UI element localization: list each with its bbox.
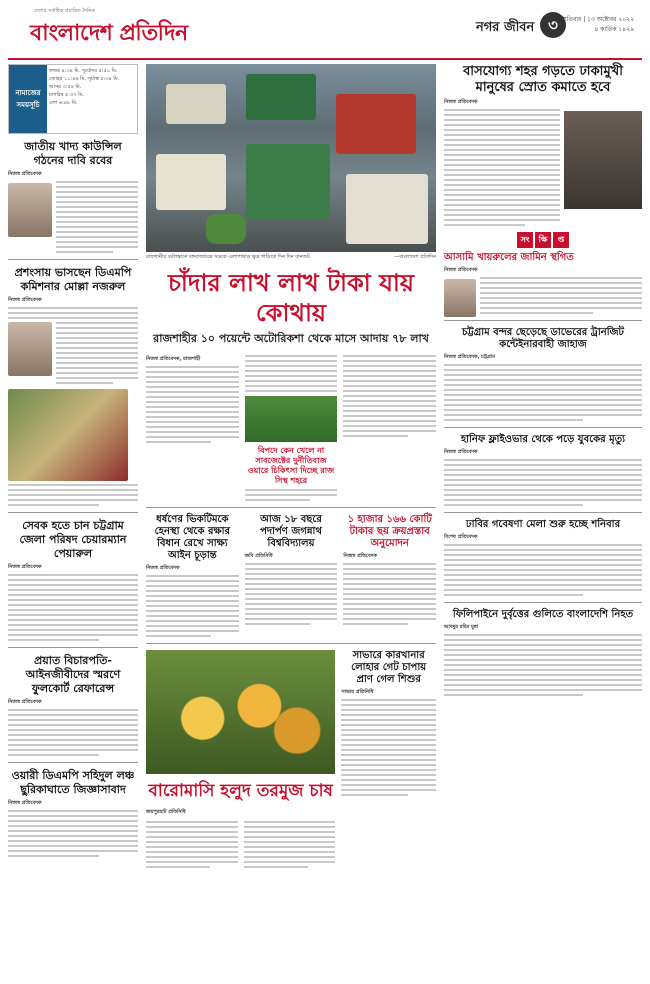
- event-photo: [8, 389, 128, 481]
- article-headline[interactable]: হানিফ ফ্লাইওভার থেকে পড়ে যুবকের মৃত্যু: [460, 434, 626, 445]
- article-byline: বিশেষ প্রতিবেদক: [444, 534, 478, 540]
- article-byline: জবি প্রতিনিধি: [244, 553, 273, 559]
- article-byline: নিজস্ব প্রতিবেদক: [8, 171, 42, 177]
- article-byline: নিজস্ব প্রতিবেদক: [8, 564, 42, 570]
- divider: [444, 320, 642, 321]
- bottom-center: [146, 650, 436, 868]
- photo-caption-text: রাজধানীর গুলিস্তানে বঙ্গবাজারের সড়কে এলাপাথাড় ক্ষুদ্র গাড়িতে দিন দিন যানজট: [146, 254, 310, 260]
- divider: [8, 647, 138, 648]
- divider: [146, 507, 436, 508]
- divider: [444, 602, 642, 603]
- article-headline[interactable]: ঢাবির গবেষণা মেলা শুরু হচ্ছে শনিবার: [465, 519, 621, 530]
- right-column: [444, 64, 642, 696]
- article-body: [444, 459, 642, 506]
- article[interactable]: [8, 769, 138, 857]
- portrait-photo: [8, 183, 52, 237]
- article-headline[interactable]: ধর্ষণের ভিকটিমকে হেনস্থা থেকে রক্ষার বিধান রেখে সাক্ষ্য আইন চূড়ান্ত: [154, 514, 230, 561]
- article-body: [8, 484, 138, 506]
- article-headline[interactable]: ওয়ারী ডিএমপি সহিদুল লঞ্চ ছুরিকাঘাতে জিজ্ঞাসাবাদ: [11, 769, 135, 796]
- briefs-banner: [444, 232, 642, 248]
- article-byline: নিজস্ব প্রতিবেদক, চট্টগ্রাম: [444, 354, 495, 360]
- article-body: [444, 634, 642, 696]
- article[interactable]: [8, 519, 138, 641]
- article-body: [480, 277, 642, 314]
- article-body: [8, 810, 138, 857]
- article-headline[interactable]: ফিলিপাইনে দুর্বৃত্তের গুলিতে বাংলাদেশি নিহত: [452, 609, 634, 620]
- article-body: [56, 322, 138, 384]
- article[interactable]: [341, 650, 436, 868]
- article-byline: নিজস্ব প্রতিবেদক: [444, 99, 478, 105]
- left-column: [8, 64, 138, 857]
- article-byline: আবদুর রহিম মুন্না: [444, 624, 479, 630]
- divider: [8, 259, 138, 260]
- article[interactable]: [8, 140, 138, 253]
- article[interactable]: [444, 519, 642, 596]
- article-byline: জয়পুরহাট প্রতিনিধি: [146, 809, 186, 815]
- article-byline: নিজস্ব প্রতিবেদক: [146, 565, 180, 571]
- photo-credit: —বাংলাদেশ প্রতিদিন: [394, 254, 436, 260]
- prayer-times-label: নামাজের সময়সূচি: [9, 65, 47, 133]
- article-byline: নিজস্ব প্রতিবেদক: [444, 267, 478, 273]
- traffic-photo: [146, 64, 436, 252]
- article-byline: সাভার প্রতিনিধি: [341, 689, 374, 695]
- lead-subhead: রাজশাহীর ১০ পয়েন্টে অটোরিকশা থেকে মাসে আদায় ৭৮ লাখ: [153, 332, 429, 345]
- article-byline: নিজস্ব প্রতিবেদক, রাজশাহী: [146, 356, 201, 362]
- article[interactable]: [444, 327, 642, 421]
- portrait-photo: [8, 322, 52, 376]
- center-column: [146, 64, 436, 868]
- speaker-photo: [564, 111, 642, 209]
- date-line: বৃহস্পতিবার | ১৩ অক্টোবর ২০২২: [553, 16, 634, 23]
- inset-quote: বিপদে কেন খেলে না সাবজেক্টের দুর্নীতিবাজ ওয়ারে চিকিৎসা দিচ্ছে রাজ সিস্থ শহরে: [247, 446, 335, 485]
- newspaper-logo[interactable]: বাংলাদেশ প্রতিদিন: [30, 20, 188, 46]
- autorickshaw-photo: [245, 396, 338, 442]
- prayer-time-row: মাগরিব ৫:৩৭ মি.: [49, 92, 84, 98]
- article-headline[interactable]: চট্টগ্রাম বন্দর ছেড়েছে ডাভেরের ট্রানজিট কন্টেইনারবাহী জাহাজ: [462, 327, 624, 350]
- article[interactable]: [444, 64, 642, 226]
- divider: [8, 512, 138, 513]
- masthead-tagline: দেশের সর্বাধিক প্রচারিত দৈনিক: [34, 8, 95, 14]
- article-headline[interactable]: আসামি খায়রুলের জামিন স্থগিত: [444, 252, 574, 263]
- prayer-time-row: আসর ৩:৫৪ মি.: [49, 84, 82, 90]
- page-number: ৩: [540, 12, 566, 38]
- lead-headline[interactable]: চাঁদার লাখ লাখ টাকা যায় কোথায়: [167, 268, 415, 327]
- article-body: [8, 709, 138, 756]
- prayer-time-row: ফজর ৪:৩৪ মি. সূর্যোদয় ৫:৫০ মি.: [49, 68, 118, 74]
- article[interactable]: [245, 514, 338, 637]
- brief-letter: সং: [517, 232, 533, 248]
- divider: [444, 427, 642, 428]
- article-body: [56, 181, 138, 253]
- date-hijri: ৪ কার্তিক ১৪২৯: [594, 26, 634, 33]
- prayer-times-list: [47, 65, 137, 133]
- article-body: [8, 574, 138, 641]
- article-headline[interactable]: প্রয়াত বিচারপতি-আইনজীবীদের স্মরণে ফুলকোর্ট রেফারেন্স: [25, 654, 121, 695]
- portrait-photo: [444, 279, 476, 317]
- article[interactable]: [8, 654, 138, 756]
- divider: [444, 512, 642, 513]
- yellow-watermelon-photo: [146, 650, 335, 774]
- article-headline[interactable]: আজ ১৮ বছরে পদার্পণ জগন্নাথ বিশ্ববিদ্যালয়: [260, 514, 322, 549]
- article-headline[interactable]: বারোমাসি হলুদ তরমুজ চাষ: [148, 781, 333, 801]
- brief-letter: প্ত: [553, 232, 569, 248]
- divider: [8, 762, 138, 763]
- masthead: [8, 6, 642, 60]
- article-headline[interactable]: সাভারে কারখানার লোহার গেট চাপায় প্রাণ গেল শিশুর: [351, 650, 427, 685]
- article-headline[interactable]: সেবক হতে চান চট্টগ্রাম জেলা পরিষদ চেয়ারম্যান পেয়ারুল: [19, 519, 127, 560]
- article[interactable]: [444, 609, 642, 696]
- prayer-time-row: জোহর ১১:৪৬ মি. সূর্যাস্ত ৫:৩৪ মি.: [49, 76, 120, 82]
- article-byline: নিজস্ব প্রতিবেদক: [8, 800, 42, 806]
- prayer-time-row: এশা ৬:৪৮ মি.: [49, 100, 78, 106]
- prayer-times-box: [8, 64, 138, 134]
- article-body: [444, 109, 560, 226]
- brief-letter: ক্ষি: [535, 232, 551, 248]
- secondary-stories: [146, 514, 436, 637]
- photo-caption: [146, 254, 436, 262]
- article-headline[interactable]: প্রশংসায় ভাসছেন ডিএমপি কমিশনার মোল্লা নজরুল: [14, 266, 132, 293]
- article-headline[interactable]: জাতীয় খাদ্য কাউন্সিল গঠনের দাবি রবের: [24, 140, 122, 167]
- article-headline[interactable]: ১ হাজার ১৬৬ কোটি টাকার ছয় ক্রয়প্রস্তাব অনুমোদন: [347, 514, 432, 549]
- lead-body: [146, 353, 436, 501]
- article[interactable]: [444, 434, 642, 506]
- article[interactable]: [8, 266, 138, 384]
- article-byline: নিজস্ব প্রতিবেদক: [8, 297, 42, 303]
- article[interactable]: [444, 252, 642, 314]
- lead-article[interactable]: [146, 268, 436, 501]
- article-body: [8, 307, 138, 319]
- section-title: নগর জীবন: [476, 20, 535, 35]
- article-body: [444, 544, 642, 596]
- divider: [146, 643, 436, 644]
- article-byline: নিজস্ব প্রতিবেদক: [8, 699, 42, 705]
- article[interactable]: [343, 514, 436, 637]
- article-headline[interactable]: বাসযোগ্য শহর গড়তে ঢাকামুখী মানুষের স্রোত কমাতে হবে: [463, 64, 623, 95]
- article[interactable]: [146, 514, 239, 637]
- article-body: [444, 364, 642, 421]
- article-byline: নিজস্ব প্রতিবেদক: [343, 553, 377, 559]
- article-byline: নিজস্ব প্রতিবেদক: [444, 449, 478, 455]
- article[interactable]: [146, 650, 335, 868]
